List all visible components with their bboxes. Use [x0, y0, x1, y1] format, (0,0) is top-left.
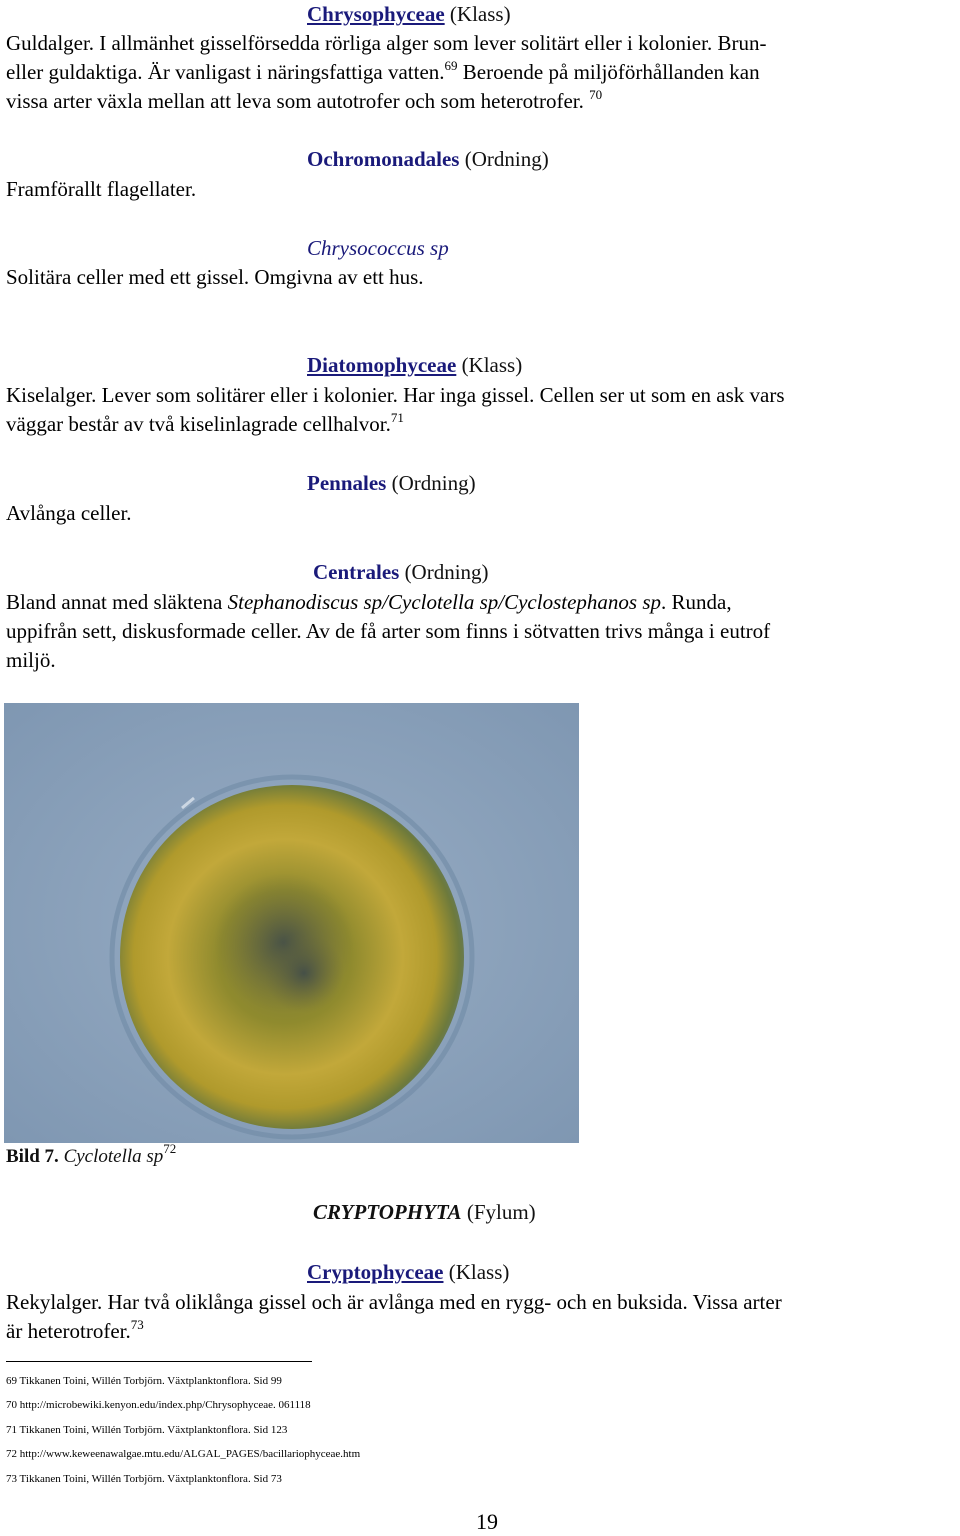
cryptophyta-heading [313, 1198, 536, 1226]
figure-label: Bild 7. [6, 1146, 59, 1167]
diatomophyceae-text-line-2 [6, 410, 404, 438]
centrales-rank: (Ordning) [404, 560, 489, 584]
diatomophyceae-heading [307, 351, 522, 379]
pennales-desc: Avlånga celler. [6, 501, 132, 525]
cyclotella-photo [4, 703, 579, 1143]
centrales-text-line-1 [6, 588, 732, 616]
centrales-title: Centrales [313, 560, 400, 584]
footnote-73: 73 Tikkanen Toini, Willén Torbjörn. Växtplanktonflora. Sid 73 [6, 1473, 282, 1485]
footnote-70: 70 http://microbewiki.kenyon.edu/index.php/Chrysophyceae. 061118 [6, 1399, 311, 1411]
cryptophyceae-text-line-2 [6, 1317, 144, 1345]
cryptophyta-rank: (Fylum) [466, 1200, 536, 1224]
cryptophyceae-text-line-1: Rekylalger. Har två oliklånga gissel och är avlånga med en rygg- och en buksida. Vissa arter [6, 1290, 782, 1314]
page-number: 19 [476, 1509, 498, 1534]
chrysococcus-desc: Solitära celler med ett gissel. Omgivna av ett hus. [6, 265, 424, 289]
chrysophyceae-text-line-2b: Beroende på miljöförhållanden kan [457, 60, 760, 84]
footnote-ref-73: 73 [130, 1317, 144, 1332]
chrysophyceae-text-line-3a: vissa arter växla mellan att leva som autotrofer och som heterotrofer. [6, 89, 584, 113]
chrysophyceae-text-line-1: Guldalger. I allmänhet gisselförsedda rörliga alger som lever solitärt eller i kolonier. Brun- [6, 31, 767, 55]
chrysophyceae-text-line-3 [6, 87, 602, 115]
figure-caption-species: Cyclotella sp [63, 1146, 164, 1167]
centrales-text-line-1b: . Runda, [661, 590, 732, 614]
ochromonadales-heading [307, 145, 549, 173]
footnote-ref-70: 70 [589, 87, 603, 102]
pennales-rank: (Ordning) [391, 471, 476, 495]
centrales-text-line-1a: Bland annat med släktena [6, 590, 228, 614]
chrysophyceae-rank: (Klass) [449, 2, 511, 26]
cryptophyceae-heading [307, 1258, 509, 1286]
centrales-heading [313, 558, 489, 586]
chrysophyceae-title: Chrysophyceae [307, 2, 445, 26]
footnote-72: 72 http://www.keweenawalgae.mtu.edu/ALGAL_PAGES/bacillariophyceae.htm [6, 1448, 361, 1460]
ochromonadales-title: Ochromonadales [307, 147, 460, 171]
centrales-text-line-2: uppifrån sett, diskusformade celler. Av de få arter som finns i sötvatten trivs många i eutrof [6, 619, 771, 643]
footnote-71: 71 Tikkanen Toini, Willén Torbjörn. Växtplanktonflora. Sid 123 [6, 1424, 288, 1436]
diatomophyceae-title: Diatomophyceae [307, 353, 457, 377]
figure-caption [6, 1143, 176, 1171]
pennales-title: Pennales [307, 471, 387, 495]
ochromonadales-desc: Framförallt flagellater. [6, 177, 197, 201]
cryptophyceae-text-line-2a: är heterotrofer. [6, 1319, 131, 1343]
centrales-genera: Stephanodiscus sp/Cyclotella sp/Cyclostephanos sp [227, 590, 661, 614]
cryptophyta-title: CRYPTOPHYTA [313, 1200, 462, 1224]
chrysophyceae-heading [307, 0, 511, 28]
chrysococcus-title: Chrysococcus sp [307, 236, 449, 260]
footnote-ref-71: 71 [390, 410, 404, 425]
footnote-ref-72: 72 [163, 1141, 177, 1156]
pennales-heading [307, 469, 476, 497]
chrysophyceae-text-line-2 [6, 58, 760, 86]
footnote-69: 69 Tikkanen Toini, Willén Torbjörn. Växtplanktonflora. Sid 99 [6, 1375, 282, 1387]
cryptophyceae-title: Cryptophyceae [307, 1260, 444, 1284]
diatomophyceae-text-line-2a: väggar består av två kiselinlagrade cellhalvor. [6, 412, 391, 436]
ochromonadales-rank: (Ordning) [464, 147, 549, 171]
chrysococcus-heading [307, 234, 449, 262]
diatomophyceae-rank: (Klass) [461, 353, 523, 377]
cryptophyceae-rank: (Klass) [448, 1260, 510, 1284]
chrysophyceae-text-line-2a: eller guldaktiga. Är vanligast i näringsfattiga vatten. [6, 60, 445, 84]
footnote-separator [6, 1361, 312, 1362]
diatomophyceae-text-line-1: Kiselalger. Lever som solitärer eller i kolonier. Har inga gissel. Cellen ser ut som en ask vars [6, 383, 785, 407]
centrales-text-line-3: miljö. [6, 648, 56, 672]
footnote-ref-69: 69 [444, 58, 458, 73]
